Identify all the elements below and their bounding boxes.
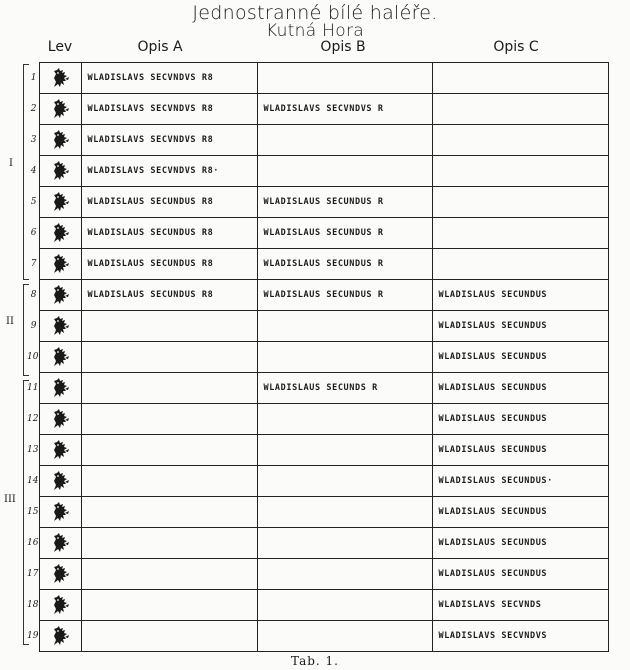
- group-label-3: III: [4, 494, 16, 505]
- opis-b-cell: WLADISLAUS SECUNDUS R: [257, 280, 432, 311]
- group-label-1: I: [9, 158, 13, 169]
- row-number: 12: [27, 404, 39, 435]
- table-row: [27, 466, 608, 497]
- opis-a-cell: [81, 497, 257, 528]
- lion-cell: [39, 528, 81, 559]
- row-number: 1: [27, 63, 39, 94]
- opis-c-cell: [432, 63, 608, 94]
- opis-b-cell: [257, 311, 432, 342]
- opis-a-cell: [81, 342, 257, 373]
- opis-a-cell: [81, 373, 257, 404]
- lion-icon: [40, 284, 81, 306]
- lion-icon: [40, 67, 81, 89]
- row-number: 16: [27, 528, 39, 559]
- lion-cell: [39, 249, 81, 280]
- table-row: [27, 311, 608, 342]
- lion-icon: [40, 470, 81, 492]
- lion-cell: [39, 187, 81, 218]
- table-row: [27, 156, 608, 187]
- opis-c-cell: WLADISLAUS SECUNDUS: [432, 559, 608, 590]
- lion-icon: [40, 253, 81, 275]
- lion-cell: [39, 280, 81, 311]
- opis-a-cell: [81, 559, 257, 590]
- table-row: [27, 249, 608, 280]
- row-number: 15: [27, 497, 39, 528]
- header-opis-c: Opis C: [493, 39, 539, 55]
- lion-cell: [39, 342, 81, 373]
- opis-c-cell: [432, 125, 608, 156]
- page-title: Jednostranné bílé haléře.: [192, 2, 438, 24]
- lion-icon: [40, 408, 81, 430]
- opis-b-cell: [257, 156, 432, 187]
- lion-icon: [40, 315, 81, 337]
- table-row: [27, 590, 608, 621]
- opis-b-cell: [257, 528, 432, 559]
- lion-cell: [39, 621, 81, 652]
- row-number: 7: [27, 249, 39, 280]
- opis-b-cell: [257, 590, 432, 621]
- table-row: [27, 218, 608, 249]
- opis-c-cell: WLADISLAUS SECUNDUS: [432, 342, 608, 373]
- lion-icon: [40, 160, 81, 182]
- table-row: [27, 404, 608, 435]
- lion-cell: [39, 559, 81, 590]
- opis-c-cell: WLADISLAUS SECUNDUS·: [432, 466, 608, 497]
- table-row: [27, 497, 608, 528]
- opis-b-cell: [257, 621, 432, 652]
- opis-b-cell: [257, 404, 432, 435]
- lion-cell: [39, 435, 81, 466]
- row-number: 10: [27, 342, 39, 373]
- opis-a-cell: WLADISLAVS SECVNDVS R8·: [81, 156, 257, 187]
- lion-cell: [39, 404, 81, 435]
- table-row: [27, 63, 608, 94]
- opis-c-cell: WLADISLAUS SECUNDUS: [432, 435, 608, 466]
- opis-a-cell: [81, 435, 257, 466]
- lion-icon: [40, 594, 81, 616]
- opis-c-cell: [432, 156, 608, 187]
- table-row: [27, 528, 608, 559]
- lion-cell: [39, 373, 81, 404]
- row-number: 6: [27, 218, 39, 249]
- opis-c-cell: WLADISLAUS SECUNDUS: [432, 311, 608, 342]
- opis-a-cell: WLADISLAUS SECUNDUS R8: [81, 218, 257, 249]
- lion-icon: [40, 625, 81, 647]
- lion-cell: [39, 590, 81, 621]
- lion-cell: [39, 311, 81, 342]
- lion-icon: [40, 377, 81, 399]
- lion-icon: [40, 129, 81, 151]
- opis-a-cell: [81, 466, 257, 497]
- lion-icon: [40, 191, 81, 213]
- row-number: 9: [27, 311, 39, 342]
- row-number: 4: [27, 156, 39, 187]
- opis-c-cell: WLADISLAUS SECUNDUS: [432, 404, 608, 435]
- row-number: 19: [27, 621, 39, 652]
- table-row: [27, 187, 608, 218]
- opis-b-cell: [257, 435, 432, 466]
- page-subtitle: Kutná Hora: [266, 21, 364, 41]
- table-row: [27, 94, 608, 125]
- opis-c-cell: WLADISLAUS SECUNDUS: [432, 373, 608, 404]
- header-lev: Lev: [47, 39, 73, 55]
- row-number: 11: [27, 373, 39, 404]
- lion-cell: [39, 466, 81, 497]
- opis-a-cell: WLADISLAUS SECUNDUS R8: [81, 187, 257, 218]
- row-number: 5: [27, 187, 39, 218]
- opis-a-cell: WLADISLAVS SECVNDVS R8: [81, 94, 257, 125]
- header-opis-a: Opis A: [137, 39, 183, 55]
- lion-cell: [39, 94, 81, 125]
- lion-cell: [39, 218, 81, 249]
- row-number: 3: [27, 125, 39, 156]
- opis-a-cell: [81, 404, 257, 435]
- header-opis-b: Opis B: [320, 39, 366, 55]
- row-number: 18: [27, 590, 39, 621]
- opis-b-cell: WLADISLAUS SECUNDS R: [257, 373, 432, 404]
- opis-b-cell: WLADISLAVS SECVNDVS R: [257, 94, 432, 125]
- opis-a-cell: WLADISLAVS SECVNDVS R8: [81, 125, 257, 156]
- table-row: [27, 125, 608, 156]
- lion-icon: [40, 346, 81, 368]
- table-row: [27, 621, 608, 652]
- opis-b-cell: [257, 466, 432, 497]
- opis-b-cell: WLADISLAUS SECUNDUS R: [257, 249, 432, 280]
- row-number: 8: [27, 280, 39, 311]
- opis-b-cell: [257, 125, 432, 156]
- opis-c-cell: [432, 94, 608, 125]
- opis-a-cell: WLADISLAUS SECUNDUS R8: [81, 249, 257, 280]
- table-row: [27, 559, 608, 590]
- opis-a-cell: [81, 621, 257, 652]
- opis-c-cell: [432, 187, 608, 218]
- opis-b-cell: [257, 342, 432, 373]
- opis-c-cell: [432, 218, 608, 249]
- row-number: 13: [27, 435, 39, 466]
- opis-a-cell: [81, 311, 257, 342]
- opis-c-cell: WLADISLAVS SECVNDS: [432, 590, 608, 621]
- table-row: [27, 373, 608, 404]
- lion-icon: [40, 439, 81, 461]
- opis-c-cell: WLADISLAVS SECVNDVS: [432, 621, 608, 652]
- lion-cell: [39, 63, 81, 94]
- lion-icon: [40, 98, 81, 120]
- lion-cell: [39, 125, 81, 156]
- opis-a-cell: WLADISLAVS SECVNDVS R8: [81, 63, 257, 94]
- opis-c-cell: WLADISLAUS SECUNDUS: [432, 280, 608, 311]
- group-label-2: II: [6, 316, 14, 327]
- lion-icon: [40, 563, 81, 585]
- opis-c-cell: [432, 249, 608, 280]
- opis-a-cell: [81, 528, 257, 559]
- opis-b-cell: [257, 63, 432, 94]
- opis-c-cell: WLADISLAUS SECUNDUS: [432, 528, 608, 559]
- opis-b-cell: [257, 497, 432, 528]
- row-number: 2: [27, 94, 39, 125]
- opis-c-cell: WLADISLAUS SECUNDUS: [432, 497, 608, 528]
- opis-b-cell: [257, 559, 432, 590]
- row-number: 14: [27, 466, 39, 497]
- opis-b-cell: WLADISLAUS SECUNDUS R: [257, 218, 432, 249]
- row-number: 17: [27, 559, 39, 590]
- table-row: [27, 342, 608, 373]
- lion-cell: [39, 156, 81, 187]
- lion-icon: [40, 222, 81, 244]
- opis-a-cell: [81, 590, 257, 621]
- lion-cell: [39, 497, 81, 528]
- table-row: [27, 280, 608, 311]
- lion-icon: [40, 532, 81, 554]
- coin-table: [27, 62, 609, 652]
- table-caption: Tab. 1.: [291, 654, 339, 668]
- table-row: [27, 435, 608, 466]
- opis-b-cell: WLADISLAUS SECUNDUS R: [257, 187, 432, 218]
- opis-a-cell: WLADISLAUS SECUNDUS R8: [81, 280, 257, 311]
- lion-icon: [40, 501, 81, 523]
